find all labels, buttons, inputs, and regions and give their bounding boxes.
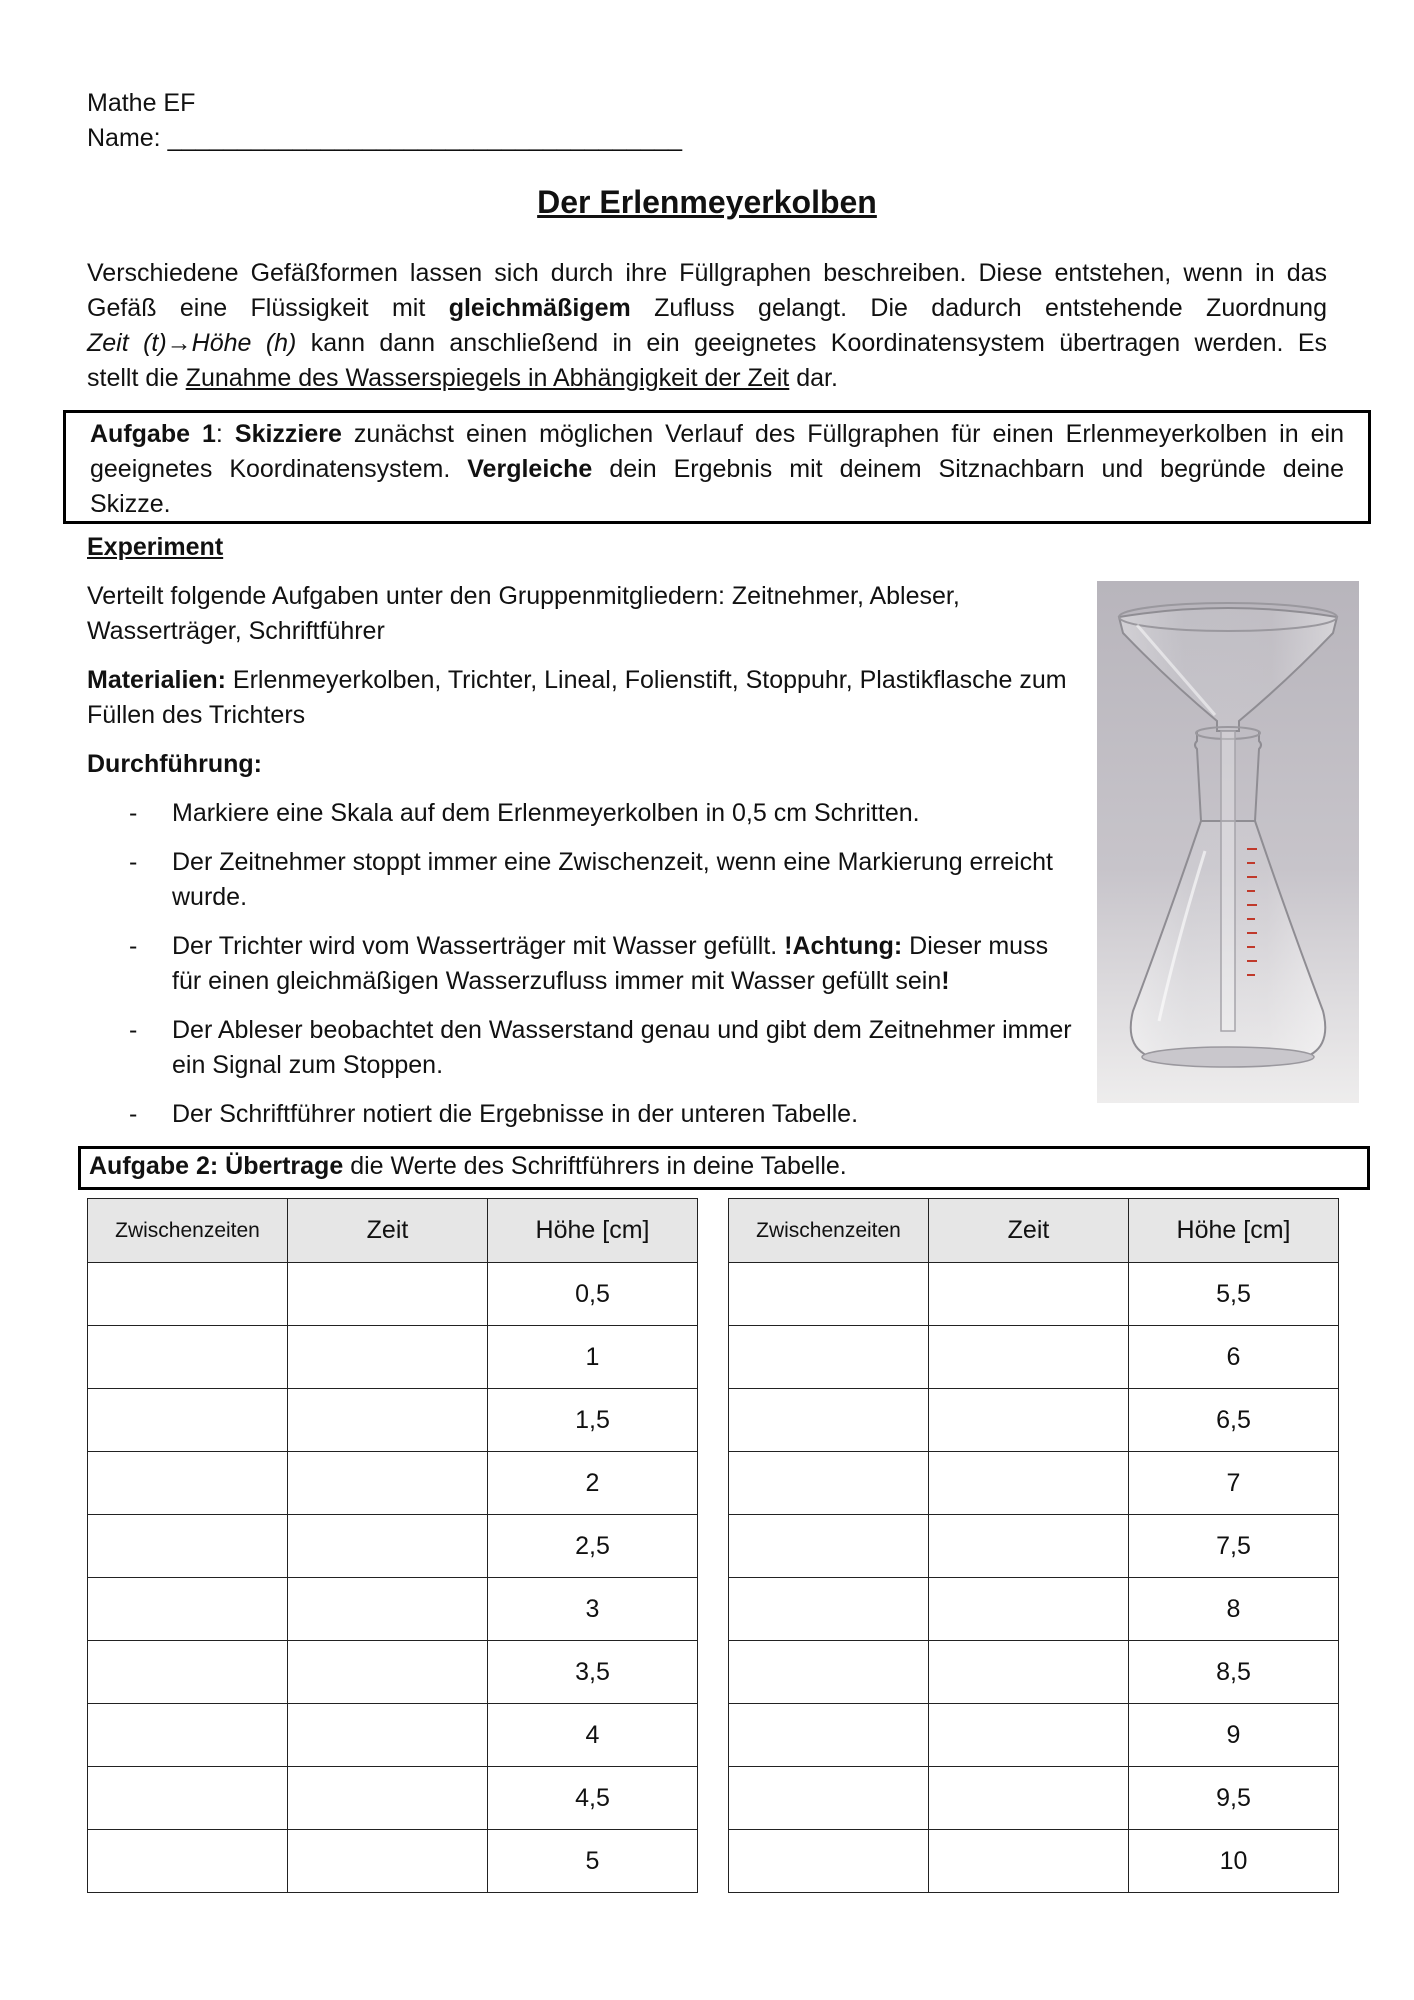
page-title: Der Erlenmeyerkolben [537,184,877,220]
column-header-time: Zeit [929,1199,1129,1263]
split-time-cell[interactable] [88,1704,288,1767]
table-row [729,1704,1339,1767]
height-cell: 8,5 [1129,1641,1339,1704]
height-cell: 9,5 [1129,1767,1339,1830]
table-row [88,1641,698,1704]
time-cell[interactable] [929,1452,1129,1515]
split-time-cell[interactable] [729,1389,929,1452]
task-1-text: dein Ergebnis mit deinem Sitznachbarn und begründe deine [609,455,1344,483]
table-row [88,1578,698,1641]
column-header-height: Höhe [cm] [488,1199,698,1263]
task-1-verb-sketch: Skizziere [234,420,342,448]
flask-base [1142,1047,1314,1067]
time-cell[interactable] [288,1704,488,1767]
table-row [88,1704,698,1767]
height-cell: 2 [488,1452,698,1515]
split-time-cell[interactable] [88,1326,288,1389]
split-time-cell[interactable] [88,1767,288,1830]
intro-text: Gefäß eine Flüssigkeit mit [87,294,426,322]
table-row [88,1767,698,1830]
erlenmeyer-flask-photo [1097,581,1359,1103]
split-time-cell[interactable] [729,1263,929,1326]
task-2-box [78,1146,1370,1190]
intro-line-2 [87,291,1327,326]
intro-line-4 [87,361,1327,396]
funnel-stem [1221,731,1235,1031]
table-row [729,1515,1339,1578]
table-row [729,1767,1339,1830]
task-2-verb-transfer: Übertrage [225,1152,344,1180]
table-row [88,1830,698,1893]
time-cell[interactable] [288,1515,488,1578]
name-field [87,121,787,156]
height-cell: 6,5 [1129,1389,1339,1452]
step-text: Der Trichter wird vom Wasserträger mit Wasser gefüllt. [172,932,778,960]
experiment-heading: Experiment [87,533,224,561]
step-text: Markiere eine Skala auf dem Erlenmeyerkolben in 0,5 cm Schritten. [172,799,920,827]
task-1-line-2 [90,452,1344,487]
step-text: Der Zeitnehmer stoppt immer eine Zwischenzeit, wenn eine Markierung erreicht wurde. [172,848,1053,911]
table-row [88,1515,698,1578]
time-cell[interactable] [288,1389,488,1452]
intro-emphasis: gleichmäßigem [448,294,631,322]
time-cell[interactable] [929,1578,1129,1641]
height-cell: 1,5 [488,1389,698,1452]
task-1-text: zunächst einen möglichen Verlauf des Füllgraphen für einen Erlenmeyerkolben in ein [353,420,1345,448]
time-cell[interactable] [929,1326,1129,1389]
intro-underlined: Zunahme des Wasserspiegels in Abhängigkeit der Zeit [185,364,790,392]
task-2-label: Aufgabe 2: [89,1152,219,1180]
task-2-text: die Werte des Schriftführers in deine Tabelle. [350,1152,847,1180]
table-row [729,1641,1339,1704]
table-row [729,1389,1339,1452]
intro-variable-height: Höhe (h) [191,329,297,357]
intro-text: kann dann anschließend in ein geeignetes Koordinatensystem übertragen werden. Es [310,329,1328,357]
time-cell[interactable] [929,1830,1129,1893]
height-cell: 7 [1129,1452,1339,1515]
step-exclamation: ! [941,967,950,995]
split-time-cell[interactable] [729,1515,929,1578]
time-cell[interactable] [929,1767,1129,1830]
bullet-dash: - [129,848,138,876]
bullet-dash: - [129,1016,138,1044]
split-time-cell[interactable] [729,1578,929,1641]
list-item [87,845,1077,915]
intro-paragraph [87,256,1327,396]
step-text: Der Schriftführer notiert die Ergebnisse in der unteren Tabelle. [172,1100,859,1128]
column-header-split-times: Zwischenzeiten [88,1199,288,1263]
procedure-list [87,796,1077,1132]
step-warning: !Achtung: [784,932,903,960]
list-item [87,929,1077,999]
materials-label: Materialien: [87,666,226,694]
time-cell[interactable] [929,1515,1129,1578]
height-cell: 5 [488,1830,698,1893]
time-cell[interactable] [929,1263,1129,1326]
materials-paragraph [87,663,1077,733]
intro-variable-time: Zeit (t) [87,329,167,357]
step-text: Der Ableser beobachtet den Wasserstand genau und gibt dem Zeitnehmer immer ein Signal zum Stoppen. [172,1016,1072,1079]
time-cell[interactable] [288,1641,488,1704]
height-cell: 3,5 [488,1641,698,1704]
split-time-cell[interactable] [729,1830,929,1893]
intro-text: stellt die [87,364,179,392]
task-1-label: Aufgabe 1 [90,420,216,448]
arrow-right-icon: → [166,329,192,357]
step-text: Dieser muss für einen gleichmäßigen Wasserzufluss immer mit Wasser gefüllt sein [172,932,1049,995]
split-time-cell[interactable] [88,1830,288,1893]
intro-line-1 [87,256,1327,291]
time-cell[interactable] [929,1641,1129,1704]
intro-text: Zufluss gelangt. Die dadurch entstehende Zuordnung [654,294,1327,322]
task-1-text: geeignetes Koordinatensystem. [90,455,451,483]
table-header-row [88,1199,698,1263]
height-cell: 2,5 [488,1515,698,1578]
column-header-time: Zeit [288,1199,488,1263]
intro-text: Verschiedene Gefäßformen lassen sich durch ihre Füllgraphen beschreiben. Diese entstehen, wenn in das [87,259,1327,287]
time-cell[interactable] [288,1578,488,1641]
task-1-line-3: Skizze. [90,490,171,518]
task-1-box [63,410,1371,524]
procedure-label: Durchführung: [87,750,262,778]
time-cell[interactable] [288,1326,488,1389]
table-row [729,1326,1339,1389]
split-time-cell[interactable] [88,1641,288,1704]
name-line: _____________________________________ [167,124,683,152]
task-1-verb-compare: Vergleiche [467,455,593,483]
table-row [729,1578,1339,1641]
time-cell[interactable] [929,1389,1129,1452]
time-cell[interactable] [288,1452,488,1515]
split-time-cell[interactable] [729,1767,929,1830]
column-header-height: Höhe [cm] [1129,1199,1339,1263]
split-time-cell[interactable] [88,1389,288,1452]
height-cell: 0,5 [488,1263,698,1326]
height-cell: 3 [488,1578,698,1641]
value-table-left [87,1198,698,1893]
table-header-row [729,1199,1339,1263]
time-cell[interactable] [929,1704,1129,1767]
worksheet-header [87,86,787,156]
height-cell: 9 [1129,1704,1339,1767]
split-time-cell[interactable] [729,1452,929,1515]
name-label: Name: [87,124,161,152]
bullet-dash: - [129,1100,138,1128]
height-cell: 4,5 [488,1767,698,1830]
split-time-cell[interactable] [729,1326,929,1389]
bullet-dash: - [129,799,138,827]
height-cell: 10 [1129,1830,1339,1893]
table-row [88,1452,698,1515]
table-row [729,1830,1339,1893]
height-cell: 1 [488,1326,698,1389]
table-row [729,1263,1339,1326]
intro-text: dar. [796,364,838,392]
materials-text: Erlenmeyerkolben, Trichter, Lineal, Folienstift, Stoppuhr, Plastikflasche zum Füllen des Trichters [87,666,1067,729]
split-time-cell[interactable] [88,1515,288,1578]
course-label: Mathe EF [87,89,196,117]
height-cell: 6 [1129,1326,1339,1389]
split-time-cell[interactable] [88,1263,288,1326]
table-row [729,1452,1339,1515]
time-cell[interactable] [288,1830,488,1893]
table-row [88,1326,698,1389]
bullet-dash: - [129,932,138,960]
height-cell: 7,5 [1129,1515,1339,1578]
height-cell: 5,5 [1129,1263,1339,1326]
split-time-cell[interactable] [88,1452,288,1515]
split-time-cell[interactable] [729,1641,929,1704]
task-1-colon: : [215,420,223,448]
height-cell: 8 [1129,1578,1339,1641]
split-time-cell[interactable] [88,1578,288,1641]
height-cell: 4 [488,1704,698,1767]
table-row [88,1389,698,1452]
column-header-split-times: Zwischenzeiten [729,1199,929,1263]
time-cell[interactable] [288,1263,488,1326]
list-item [87,1013,1077,1083]
split-time-cell[interactable] [729,1704,929,1767]
task-1-line-1 [90,417,1344,452]
table-row [88,1263,698,1326]
intro-line-3 [87,326,1327,361]
roles-paragraph: Verteilt folgende Aufgaben unter den Gruppenmitgliedern: Zeitnehmer, Ableser, Wasserträger, Schriftführer [87,582,960,645]
experiment-section [87,530,1077,1146]
list-item [87,1097,1077,1132]
time-cell[interactable] [288,1767,488,1830]
value-table-right [728,1198,1339,1893]
list-item [87,796,1077,831]
